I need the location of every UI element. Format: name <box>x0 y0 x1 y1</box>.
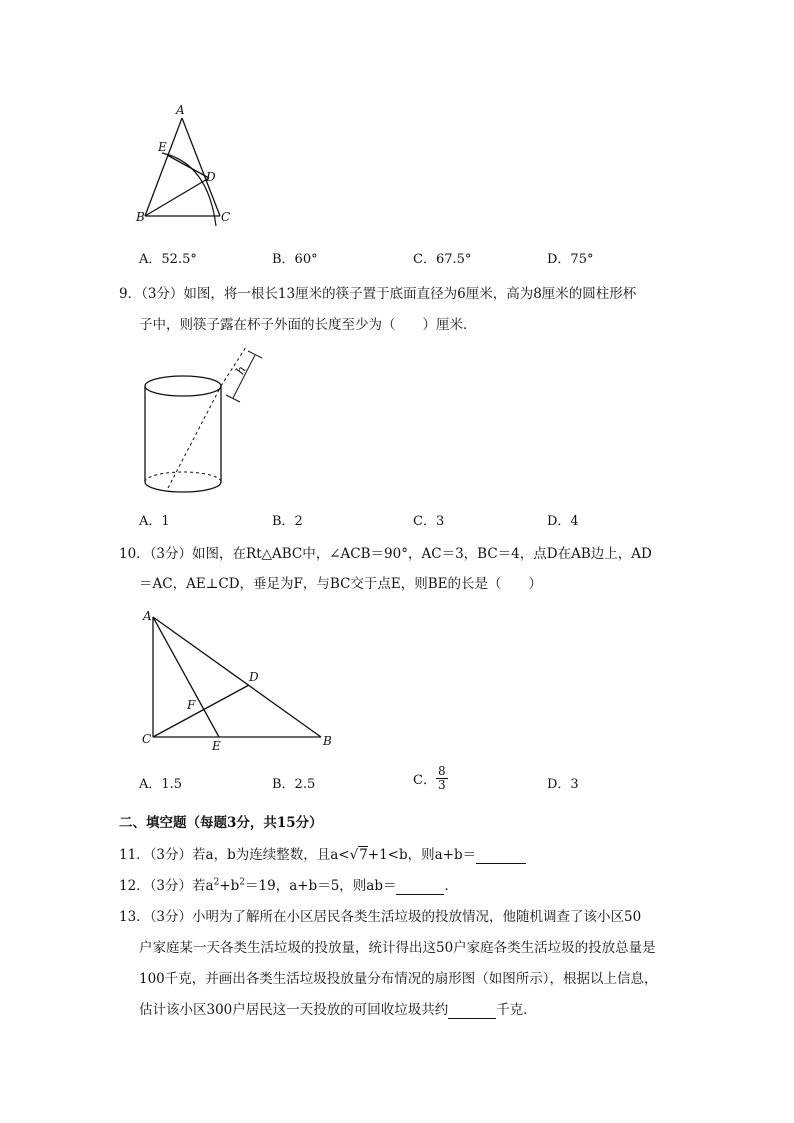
q13-answer-blank[interactable] <box>448 1002 496 1019</box>
q11-answer-blank[interactable] <box>476 847 526 864</box>
label-b: B <box>323 734 332 748</box>
q12-end: ． <box>444 878 458 894</box>
segment-bd <box>145 178 209 216</box>
label-e: E <box>212 739 221 753</box>
q10-option-a[interactable]: A．1.5 <box>139 777 183 792</box>
q8-option-a[interactable]: A．52.5° <box>139 252 197 267</box>
label-h: h <box>232 363 249 377</box>
q9-option-c[interactable]: C．3 <box>413 514 445 529</box>
label-d: D <box>249 670 259 684</box>
q12-exponent-2: 2 <box>239 877 246 888</box>
label-f: F <box>187 698 196 712</box>
h-tick-bottom <box>226 395 240 402</box>
q9-text-line2: 子中，则筷子露在杯子外面的长度至少为（ ）厘米． <box>139 317 477 333</box>
q13-stem-1: （3分）小明为了解所在小区居民各类生活垃圾的投放情况，他随机调查了该小区50 <box>149 909 642 925</box>
chopstick-inside <box>168 386 221 488</box>
q10-figure <box>138 603 338 753</box>
cylinder-bottom-front <box>145 482 221 492</box>
q11-number: 11． <box>119 847 150 863</box>
q8-option-b[interactable]: B．60° <box>272 252 318 267</box>
q9-option-d[interactable]: D．4 <box>547 514 579 529</box>
q11-stem-post: +1<b，则a+b＝ <box>367 847 477 863</box>
q10-text-line2: ＝AC，AE⊥CD，垂足为F，与BC交于点E，则BE的长是（ ） <box>139 576 543 592</box>
q10-number: 10． <box>119 546 150 562</box>
label-c: C <box>142 732 152 746</box>
q10-option-c-letter: C． <box>413 773 436 788</box>
segment-ab <box>153 617 321 737</box>
q10-stem-1: （3分）如图，在Rt△ABC中，∠ACB＝90°，AC＝3，BC＝4，点D在AB边上，AD <box>149 546 652 562</box>
q12-stem-post: ＝19，a+b＝5，则ab＝ <box>245 878 397 894</box>
q13-text-line3: 100千克，并画出各类生活垃圾投放量分布情况的扇形图（如图所示），根据以上信息， <box>139 971 658 987</box>
q13-text-line4 <box>139 998 537 1019</box>
q8-option-c[interactable]: C．67.5° <box>413 252 472 267</box>
q11-radicand: 7 <box>359 847 368 863</box>
fraction-denominator: 3 <box>437 778 446 792</box>
q10-option-d[interactable]: D．3 <box>547 777 579 792</box>
q8-figure <box>130 98 240 228</box>
q10-option-c[interactable] <box>413 765 448 792</box>
label-b: B <box>136 210 145 224</box>
q12-exponent-1: 2 <box>213 877 220 888</box>
cylinder-bottom-back <box>145 472 221 482</box>
q9-option-a[interactable]: A．1 <box>139 514 170 529</box>
q12-number: 12． <box>119 878 150 894</box>
q10-text-line1 <box>119 542 652 562</box>
fraction-numerator: 8 <box>437 764 446 778</box>
label-a: A <box>143 609 152 623</box>
sqrt-symbol: √ <box>349 847 359 863</box>
q13-text-line1 <box>119 905 641 925</box>
q13-text-line2: 户家庭某一天各类生活垃圾的投放量，统计得出这50户家庭各类生活垃圾的投放总量是 <box>139 940 656 956</box>
cylinder-top <box>145 376 221 396</box>
q9-figure <box>138 340 268 500</box>
q9-option-b[interactable]: B．2 <box>272 514 303 529</box>
q13-stem-4-pre: 估计该小区300户居民这一天投放的可回收垃圾共约 <box>139 1002 449 1018</box>
q8-option-d[interactable]: D．75° <box>547 252 594 267</box>
q10-option-c-fraction <box>436 765 448 792</box>
q12-stem-pre: （3分）若a <box>149 878 214 894</box>
segment-ab <box>145 118 182 216</box>
label-a: A <box>176 103 185 117</box>
q12-text <box>119 874 458 895</box>
q11-stem-pre: （3分）若a，b为连续整数，且a< <box>149 847 350 863</box>
q11-text <box>119 843 526 864</box>
q12-answer-blank[interactable] <box>396 878 444 895</box>
q9-text-line1 <box>119 282 636 302</box>
q12-stem-mid: +b <box>219 878 240 894</box>
h-tick-top <box>248 351 262 358</box>
q9-number: 9． <box>119 286 142 302</box>
segment-cd <box>153 685 249 737</box>
q10-option-b[interactable]: B．2.5 <box>272 777 316 792</box>
segment-ed <box>167 155 209 178</box>
q13-stem-4-post: 千克． <box>496 1002 537 1018</box>
section-heading-fill-in: 二、填空题（每题3分，共15分） <box>119 815 323 831</box>
q13-number: 13． <box>119 909 150 925</box>
q9-stem-1: （3分）如图，将一根长13厘米的筷子置于底面直径为6厘米，高为8厘米的圆柱形杯 <box>141 286 637 302</box>
label-e: E <box>158 140 167 154</box>
label-c: C <box>221 210 231 224</box>
label-d: D <box>206 170 216 184</box>
